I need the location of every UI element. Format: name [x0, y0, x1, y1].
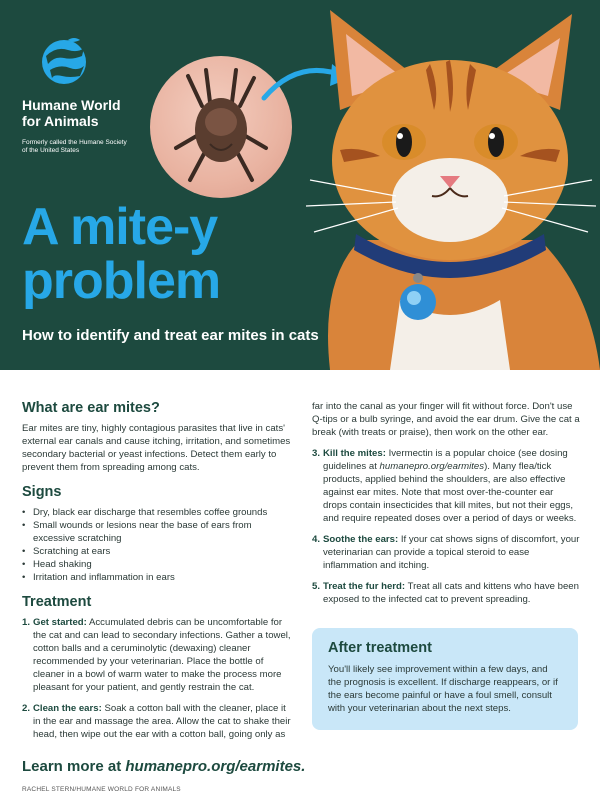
step-lead: Clean the ears:	[33, 703, 102, 714]
brand-logo[interactable]	[22, 36, 142, 155]
page-subtitle: How to identify and treat ear mites in cats	[22, 327, 319, 344]
step-text: If your cat shows signs of discomfort, your veterinarian can provide a topical steroid to ease inflammation and itching.	[323, 534, 580, 571]
step-text: Treat all cats and kittens who have been exposed to the infected cat to prevent spreading.	[323, 581, 579, 605]
step-text: Ivermectin is a popular choice (see dosing guidelines at	[323, 448, 568, 472]
brand-formerly-note: Formerly called the Humane Society of the United States	[22, 139, 127, 154]
section-heading: Treatment	[22, 594, 92, 610]
section-treatment	[22, 594, 294, 741]
brand-name: Humane World for Animals	[22, 97, 121, 129]
step-lead: Soothe the ears:	[323, 534, 399, 545]
step-number: 4.	[312, 534, 321, 545]
list-item: • Small wounds or lesions near the base of ears from excessive scratching	[22, 519, 294, 545]
signs-list	[22, 506, 294, 584]
step-lead: Treat the fur herd:	[323, 581, 406, 592]
step-lead: Kill the mites:	[323, 448, 386, 459]
learn-more-link[interactable]: humanepro.org/earmites.	[125, 758, 306, 775]
list-item: • Scratching at ears	[22, 545, 294, 558]
step-text: Soak a cotton ball with the cleaner, place it in the ear and massage the area. Allow the cat to shake their head, then wipe out the ear with a cotton ball, going only as	[33, 703, 291, 740]
section-heading: Signs	[22, 484, 62, 500]
learn-more	[22, 758, 305, 776]
treatment-steps	[22, 616, 294, 741]
after-treatment-heading: After treatment	[328, 640, 432, 656]
step-number: 3.	[312, 448, 321, 459]
step-text: Accumulated debris can be uncomfortable for the cat and can lead to secondary infections. Gather a towel, cotton balls and a ceruminolytic (dewaxing) cleaner recommended by your veterinarian. Place the bottle of cleaner in a bowl of warm water to make the process more pleasant for your patient, and gently restrain the cat.	[33, 617, 291, 693]
list-item: • Dry, black ear discharge that resembles coffee grounds	[22, 506, 294, 519]
list-item: • Irritation and inflammation in ears	[22, 571, 294, 584]
list-item: • Head shaking	[22, 558, 294, 571]
section-signs	[22, 484, 294, 584]
step-number: 1.	[22, 617, 31, 628]
section-heading: What are ear mites?	[22, 400, 160, 416]
section-body: Ear mites are tiny, highly contagious parasites that live in cats' external ear canals and cause itching, irritation, and sometimes secondary bacterial or yeast infections. Detect them early to prevent them from spreading among cats.	[22, 423, 291, 473]
cat-illustration	[300, 0, 600, 370]
image-credit: RACHEL STERN/HUMANE WORLD FOR ANIMALS	[22, 786, 181, 793]
left-column	[22, 400, 294, 751]
dosing-link[interactable]: humanepro.org/earmites	[379, 461, 485, 472]
step-2-continued: far into the canal as your finger will fit without force. Don't use Q-tips or a bulb syringe, and avoid the ear drum. Give the cat a break (with treats or praise), then work on the other ear.	[312, 401, 580, 438]
globe-icon	[38, 36, 90, 86]
after-treatment-body: You'll likely see improvement within a few days, and the prognosis is excellent. If discharge reappears, or if the ears become painful or have a foul smell, consult with your veterinarian about the next steps.	[328, 664, 558, 714]
right-column	[312, 400, 580, 614]
page-title: A mite-y problem	[22, 198, 221, 310]
treatment-step	[312, 533, 580, 572]
treatment-step	[312, 447, 580, 525]
step-number: 2.	[22, 703, 31, 714]
step-number: 5.	[312, 581, 321, 592]
learn-more-prefix: Learn more at	[22, 758, 122, 775]
treatment-step	[22, 702, 294, 741]
section-what-are-ear-mites	[22, 400, 294, 474]
header-banner	[0, 0, 600, 370]
treatment-step	[312, 580, 580, 606]
after-treatment-box	[312, 628, 578, 730]
step-text: ). Many flea/tick products, applied behind the shoulders, are also effective against ear mites. Note that most over-the-counter ear drops contain insecticides that kill mites, but not their eggs, and require repeated doses over a period of days or weeks.	[323, 461, 577, 524]
step-lead: Get started:	[33, 617, 87, 628]
treatment-steps-continued	[312, 447, 580, 606]
treatment-step	[22, 616, 294, 694]
